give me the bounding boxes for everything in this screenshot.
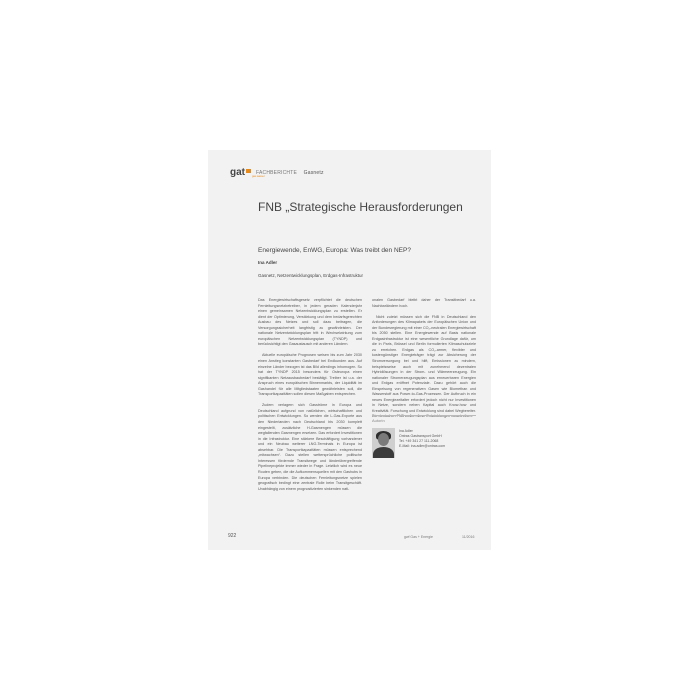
paragraph: Nicht zuletzt müssen sich die FNB in Deutschland den Anforderungen des Klimapakets der Europäischen Union und der Bundesregierung mit einer CO₂-neutralen Energiewirtschaft bis 2050 stellen. Eine Energiewende auf Basis nationale Erdgasinfrastruktur ist eine wesentliche Grundlage dafür, um die in Paris, Brüssel und Berlin formulierten Klimaschutzziele zu erreichen. Erdgas als CO₂-armer, flexibler und kostengünstiger Energieträger trägt zur Absicherung der Stromversorgung bei und hilft, Emissionen zu mindern, beispielsweise auch mit zunehmend dezentralen Hybridlösungen in der Strom- und Wärmeerzeugung. Ein nationaler Stromerzeugungsplan aus erneuerbaren Energien und Erdgas eröffnet Potenziale. Dazu gehört auch die Einspeisung von regenerativen Gasen wie Biomethan und Wasserstoff aus Power-to-Gas-Prozessen. Der Aufbruch in ein neues Energiezeitalter erfordert jedoch nicht nur Investitionen in Netze, sondern neben Kapital auch Know-how und Kreativität. Forschung und Entwicklung sind dabei Wegbereiter. Die deutschen FNB wollen diese Entwicklungen vorantreiben. [372,314,476,419]
author-photo [372,428,395,458]
article-author: Ina Adler [258,260,278,265]
article-keywords: Gasnetz, Netzentwicklungsplan, Erdgas-Infrastruktur [258,273,364,278]
author-phone: Tel. +49 341 27 111-2068 [399,439,439,443]
document-page [208,150,491,550]
paragraph: onalen Gasbedarf bleibt daher der Transitbedarf u.a. Nachbarländern hoch. [372,298,476,308]
author-contact [399,429,445,449]
footer-issue: 11/2016 [462,535,475,539]
logo-small-text: gas·wasser [252,175,265,178]
section-category: FACHBERICHTE [256,170,298,176]
page-number: 922 [228,533,237,539]
article-subtitle: Energiewende, EnWG, Europa: Was treibt den NEP? [258,247,411,254]
logo-text: gat [230,167,245,178]
author-box-label: Autorin [372,418,385,423]
section-subcategory: Gasnetz [303,170,324,176]
author-name: Ina Adler [399,429,413,433]
footer-magazine: gwf Gas + Energie [404,535,433,539]
article-title: FNB „Strategische Herausforderungen [258,200,463,214]
text-column-right [372,298,476,426]
text-column-left [258,298,362,498]
paragraph: Das Energiewirtschaftsgesetz verpflichtet die deutschen Fernleitungsnetzbetreiber, in jedem geraden Kalenderjahr einen gemeinsamen Netzentwicklungsplan zu erstellen. Er dient der Optimierung, Verstärkung und dem bedarfsgerechten Ausbau des Netzes und soll dazu beitragen, die Versorgungssicherheit langfristig zu gewährleisten. Der nationale Netzentwicklungsplan tritt in Wechselwirkung zum europäischen Netzentwicklungsplan (TYNDP) und berücksichtigt den Gasaustausch mit anderen Ländern. [258,298,362,347]
paragraph: Zudem verlagern sich Gasströme in Europa und Deutschland aufgrund von natürlichen, wirtschaftlichen und politischen Entwicklungen. So werden die L-Gas-Exporte aus den Niederlanden nach Deutschland bis 2030 komplett eingestellt, zusätzliche H-Gasmengen müssen die wegfallenden Gasmengen ersetzen. Das erfordert Investitionen in die Infrastruktur. Eine stärkere Beschäftigung vorhandener und ein Neubau weiterer LNG-Terminals in Europa ist absehbar. Die Transportkapazitäten müssen entsprechend „mitwachsen“. Dazu stellen wettersprüchliche politische Interessen fördernde Transitwege und länderübergreifende Pipelineprojekte immer wieder in Frage. Letztlich wird es neue Routen geben, die die Aufkommensquellen mit den Gashubs in Europa verbinden. Die deutschen Fernleitungsnetze spielen geografisch bedingt eine zentrale Rolle beim Transitgeschäft. Unabhängig von einem prognostizierten sinkenden nati- [258,403,362,491]
paragraph: Aktuelle europäische Prognosen weisen bis zum Jahr 2030 einen Anstieg konstanten Gasbedarf bei Endkunden aus. Auf einzelne Länder bezogen ist das Bild allerdings inhomogen. So hat der TYNDP 2015 besonders für Osteuropa einen signifikanten Netzausbaubedarf bestätigt. Treiber ist u.a. der Anspruch eines europäischen Binnenmarkts, der Liquidität im Gashandel für alle Mitgliedstaaten gewährleisten soll, die Transportkapazitäten sollen diesen Maßgaben entsprechen. [258,353,362,397]
author-email: E-Mail: ina.adler@ontras.com [399,444,446,448]
section-header [256,170,324,176]
author-box [372,415,476,448]
author-company: Ontras Gastransport GmbH [399,434,442,438]
logo-accent-mark [246,169,251,173]
